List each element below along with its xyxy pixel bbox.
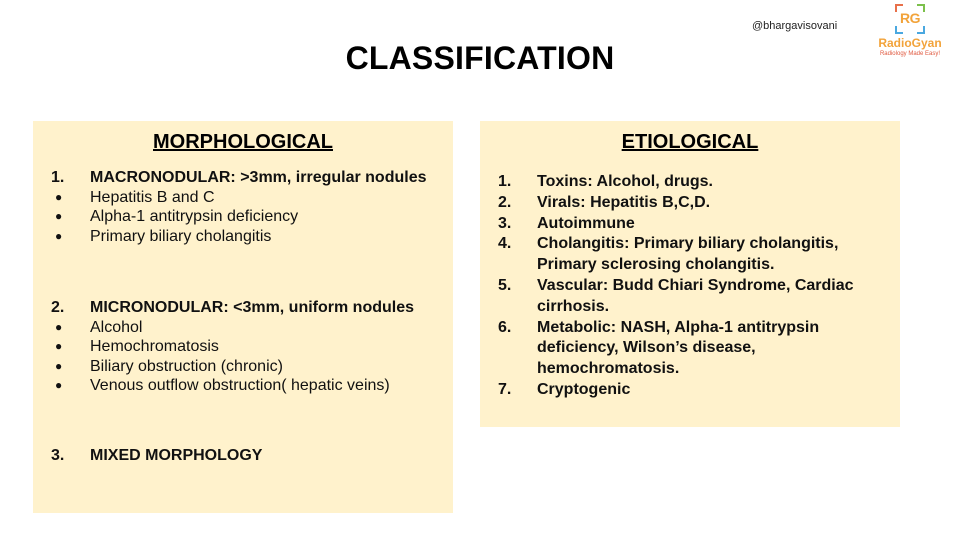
morphological-heading: MORPHOLOGICAL: [153, 131, 333, 153]
bullet-icon: ●: [55, 358, 63, 373]
list-item: 7. Cryptogenic: [498, 380, 631, 398]
list-item: 2. Virals: Hepatitis B,C,D.: [498, 193, 711, 211]
list-item: 1. Toxins: Alcohol, drugs.: [498, 173, 713, 190]
list-item: 3. MIXED MORPHOLOGY: [51, 446, 263, 464]
list-item: ● Alcohol: [55, 318, 143, 336]
author-handle: @bhargavisovani: [752, 20, 838, 32]
bullet-icon: ●: [55, 209, 63, 223]
logo-name: RadioGyan: [878, 36, 942, 50]
list-item: ● Hemochromatosis: [55, 338, 219, 355]
list-item: 4. Cholangitis: Primary biliary cholangitis, Primary sclerosing cholangitis.: [498, 235, 839, 274]
list-item: ● Venous outflow obstruction( hepatic veins): [55, 377, 390, 394]
list-item: ● Primary biliary cholangitis: [55, 227, 272, 245]
etiological-panel: [480, 121, 900, 427]
bullet-icon: ●: [55, 378, 63, 392]
list-item: 5. Vascular: Budd Chiari Syndrome, Cardiac cirrhosis.: [498, 276, 854, 315]
list-item: ● Biliary obstruction (chronic): [55, 357, 283, 375]
rg-logo-icon: RG: [895, 4, 925, 34]
list-item: 3. Autoimmune: [498, 214, 635, 232]
bullet-icon: ●: [55, 319, 63, 334]
morphological-list: [33, 168, 453, 465]
list-item: 1. MACRONODULAR: >3mm, irregular nodules: [51, 169, 427, 186]
page-title: CLASSIFICATION: [345, 40, 615, 76]
bullet-icon: ●: [55, 228, 63, 243]
etiological-heading: ETIOLOGICAL: [621, 131, 759, 153]
list-item: 2. MICRONODULAR: <3mm, uniform nodules: [51, 299, 415, 316]
list-item: 6. Metabolic: NASH, Alpha-1 antitrypsin deficiency, Wilson’s disease, hemochromatosis.: [498, 318, 820, 378]
list-item: ● Hepatitis B and C: [55, 188, 215, 206]
list-item: ● Alpha-1 antitrypsin deficiency: [55, 208, 299, 225]
bullet-icon: ●: [55, 339, 63, 353]
morphological-panel: [33, 121, 453, 513]
logo-tagline: Radiology Made Easy!: [879, 51, 941, 57]
bullet-icon: ●: [55, 189, 63, 204]
etiological-list: [480, 172, 900, 401]
